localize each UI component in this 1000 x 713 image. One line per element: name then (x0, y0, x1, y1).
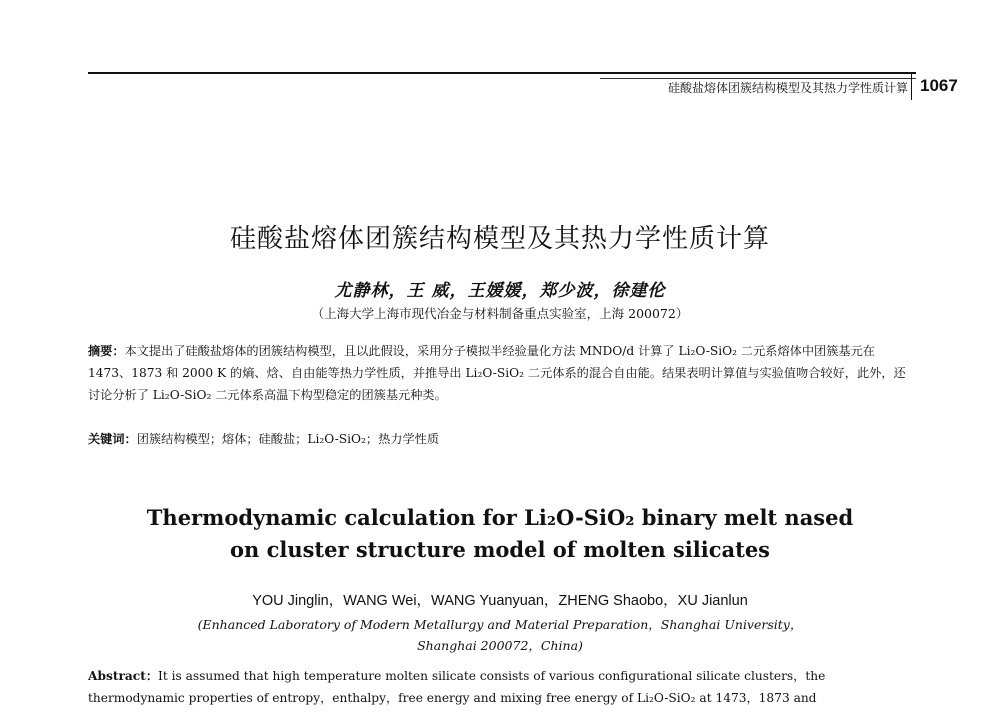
keywords-chinese-text: 团簇结构模型；熔体；硅酸盐；Li₂O-SiO₂；热力学性质 (136, 432, 440, 446)
affiliation-english-line-2: Shanghai 200072，China) (417, 638, 583, 653)
header-rule (88, 72, 916, 74)
affiliation-english-line-1: (Enhanced Laboratory of Modern Metallurgy and Material Preparation，Shanghai University， (197, 617, 803, 632)
running-head: 硅酸盐熔体团簇结构模型及其热力学性质计算 (667, 81, 908, 95)
abstract-chinese-text: 本文提出了硅酸盐熔体的团簇结构模型，且以此假设，采用分子模拟半经验量化方法 MNDO/d 计算了 Li₂O-SiO₂ 二元系熔体中团簇基元在 1473、1873 和 2000 K 的熵、焓、自由能等热力学性质，并推导出 Li₂O-SiO₂ 二元体系的混合自由能。结果表明计算值与实验值吻合较好，此外，还讨论分析了 Li₂O-SiO₂ 二元体系高温下构型稳定的团簇基元种类。 (88, 344, 906, 402)
abstract-english-label: Abstract： (88, 669, 159, 683)
keywords-chinese-label: 关键词： (88, 432, 137, 446)
authors-chinese: 尤静林，王 威，王媛媛，郑少波，徐建伦 (334, 281, 666, 301)
title-chinese: 硅酸盐熔体团簇结构模型及其热力学性质计算 (229, 223, 770, 253)
affiliation-english (0, 614, 1000, 656)
page-number: 1067 (920, 76, 958, 95)
title-english-line-1: Thermodynamic calculation for Li₂O-SiO₂ binary melt nased (146, 505, 854, 530)
affiliation-chinese: （上海大学上海市现代冶金与材料制备重点实验室，上海 200072） (311, 306, 689, 321)
page-number-divider (911, 74, 912, 100)
authors-english: YOU Jinglin，WANG Wei，WANG Yuanyuan，ZHENG Shaobo，XU Jianlun (252, 593, 748, 609)
abstract-chinese-label: 摘要： (88, 344, 125, 358)
title-english (0, 502, 1000, 566)
keywords-chinese (88, 430, 916, 447)
abstract-chinese (88, 340, 916, 406)
abstract-english (88, 665, 918, 709)
title-english-line-2: on cluster structure model of molten silicates (229, 537, 770, 562)
abstract-english-text: It is assumed that high temperature molten silicate consists of various configurational silicate clusters，the thermodynamic properties of entropy，enthalpy，free energy and mixing free energy of Li₂O-SiO₂ at 1473，1873 and (88, 669, 826, 705)
